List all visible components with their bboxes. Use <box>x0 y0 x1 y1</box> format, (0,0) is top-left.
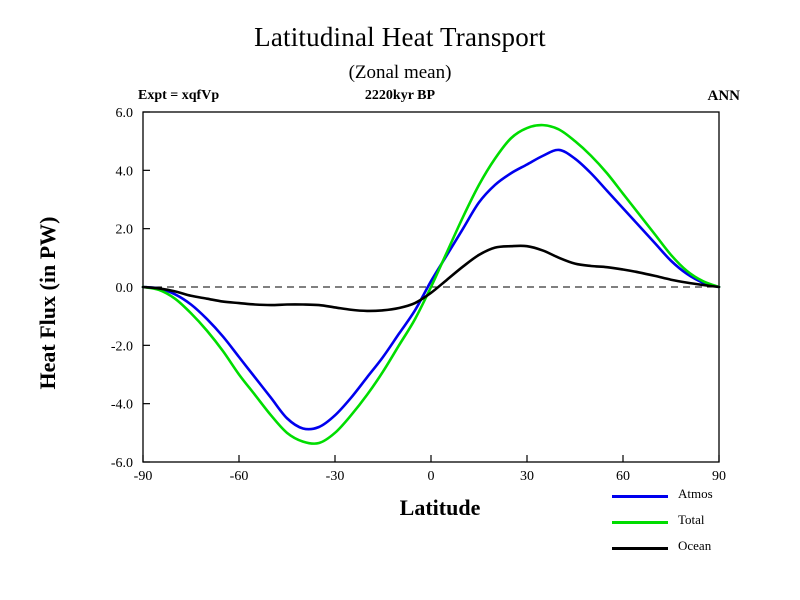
series-line-ocean <box>143 246 719 311</box>
season-label: ANN <box>707 88 740 104</box>
y-tick-label: 6.0 <box>115 106 133 121</box>
legend-swatch-ocean <box>612 547 668 550</box>
legend-label-total: Total <box>678 512 705 527</box>
x-tick-label: 0 <box>427 469 435 484</box>
y-tick-label: 0.0 <box>115 281 133 296</box>
x-tick-label: -60 <box>229 469 249 484</box>
legend-swatch-atmos <box>612 495 668 498</box>
y-axis-label: Heat Flux (in PW) <box>35 216 60 390</box>
legend <box>612 484 782 562</box>
x-axis-label: Latitude <box>399 495 481 520</box>
period-label: 2220kyr BP <box>364 88 436 103</box>
legend-label-atmos: Atmos <box>678 486 713 501</box>
data-series-group <box>143 125 719 444</box>
y-tick-label: -2.0 <box>110 339 133 355</box>
y-tick-label: -6.0 <box>110 456 133 471</box>
legend-label-ocean: Ocean <box>678 538 712 553</box>
x-tick-label: 90 <box>712 469 726 484</box>
legend-item-ocean <box>612 536 782 562</box>
axis-ticks <box>111 106 726 484</box>
x-tick-label: 30 <box>520 469 534 484</box>
y-tick-label: 4.0 <box>115 164 133 180</box>
y-tick-label: -4.0 <box>110 397 133 413</box>
legend-item-total <box>612 510 782 536</box>
x-tick-label: -90 <box>133 469 153 484</box>
legend-swatch-total <box>612 521 668 524</box>
chart-subtitle: (Zonal mean) <box>348 62 452 83</box>
series-line-total <box>143 125 719 444</box>
x-tick-label: -30 <box>325 469 345 484</box>
legend-item-atmos <box>612 484 782 510</box>
experiment-label: Expt = xqfVp <box>138 88 220 103</box>
x-tick-label: 60 <box>616 469 630 484</box>
y-tick-label: 2.0 <box>115 222 133 238</box>
chart-title: Latitudinal Heat Transport <box>254 22 546 52</box>
